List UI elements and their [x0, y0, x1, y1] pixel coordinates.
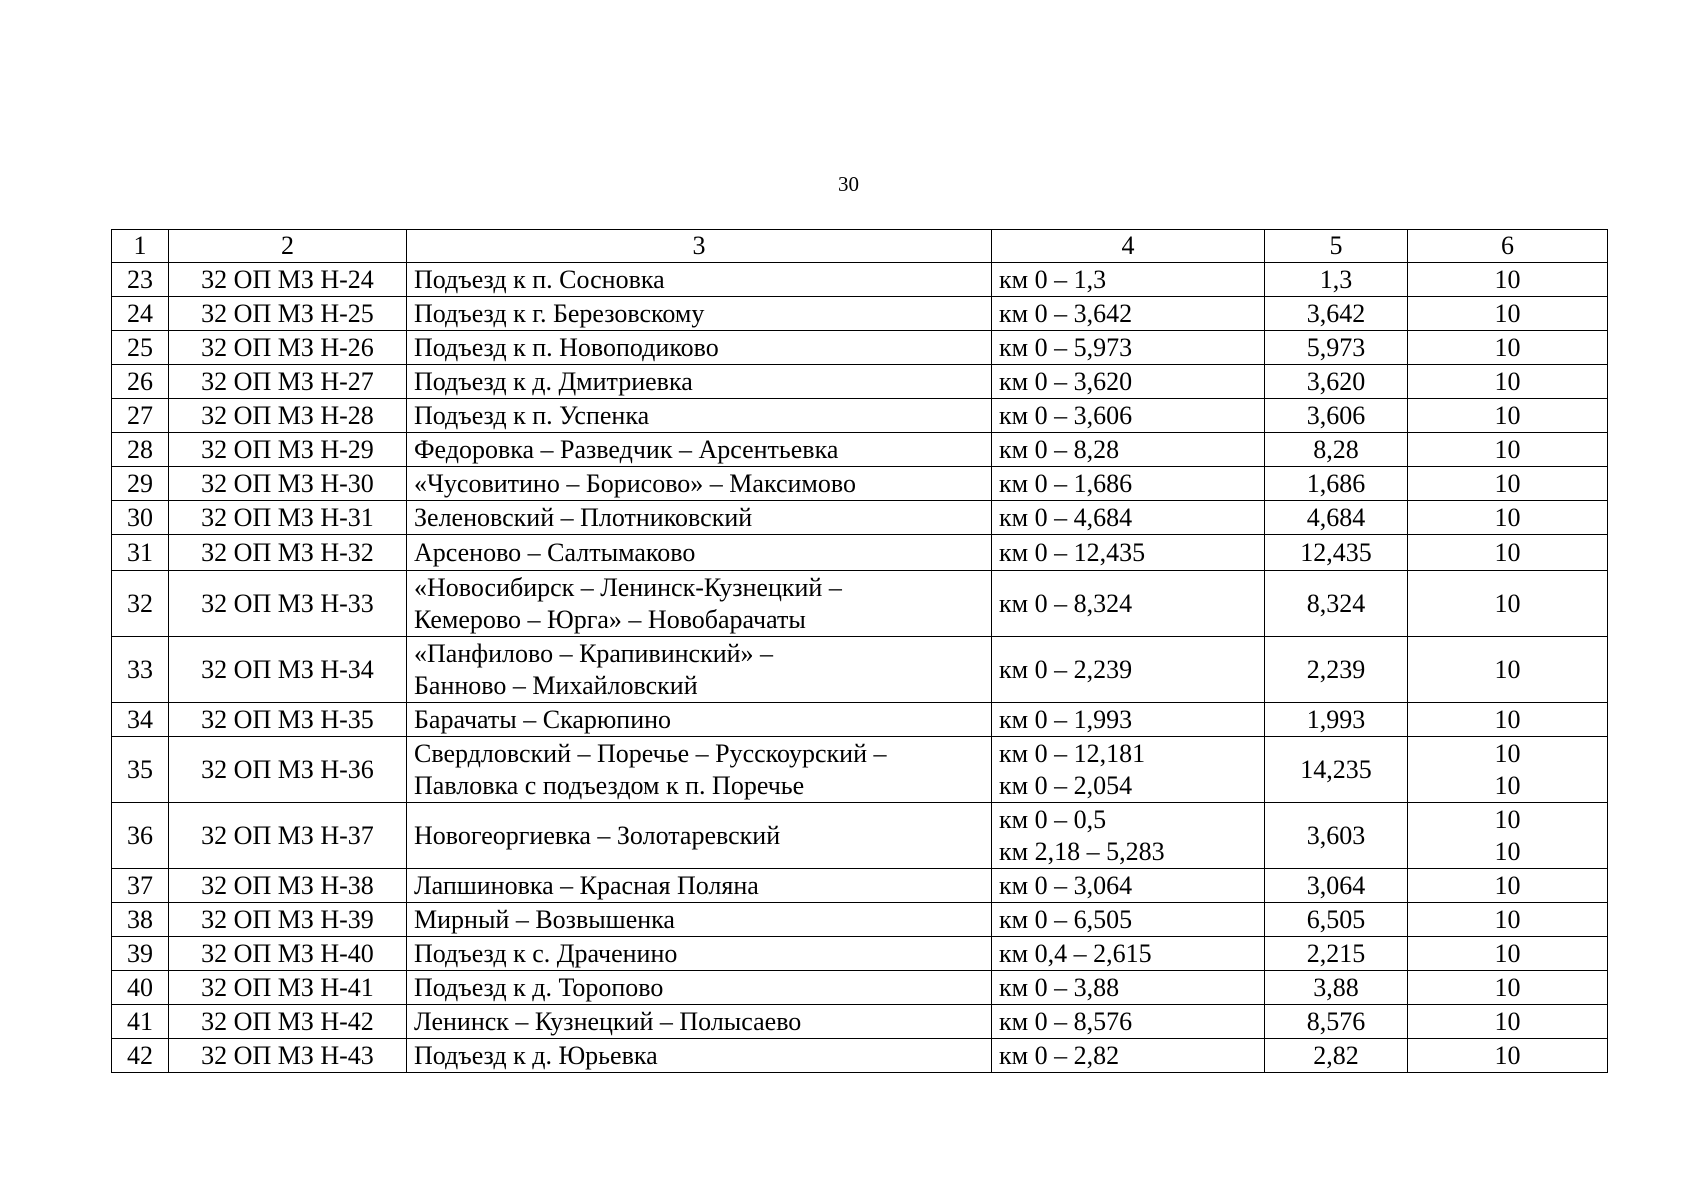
road-name — [407, 365, 992, 399]
km-range-line: км 0 – 5,973 — [999, 332, 1133, 362]
road-code: 32 ОП МЗ Н-25 — [169, 297, 407, 331]
road-name — [407, 637, 992, 703]
road-category-line: 10 — [1494, 704, 1521, 734]
road-name — [407, 903, 992, 937]
road-name — [407, 535, 992, 571]
row-number: 41 — [112, 1005, 169, 1039]
road-name-line: Мирный – Возвышенка — [414, 904, 675, 934]
row-number: 42 — [112, 1039, 169, 1073]
road-length: 3,642 — [1265, 297, 1408, 331]
table-row — [112, 937, 1608, 971]
page-number: 30 — [838, 172, 859, 196]
road-length: 5,973 — [1265, 331, 1408, 365]
road-category — [1408, 903, 1608, 937]
row-number: 39 — [112, 937, 169, 971]
row-number: 33 — [112, 637, 169, 703]
road-name — [407, 1005, 992, 1039]
road-category — [1408, 971, 1608, 1005]
road-code: 32 ОП МЗ Н-36 — [169, 737, 407, 803]
road-length: 3,620 — [1265, 365, 1408, 399]
road-length: 4,684 — [1265, 501, 1408, 535]
road-code: 32 ОП МЗ Н-33 — [169, 571, 407, 637]
road-name — [407, 869, 992, 903]
table-row — [112, 869, 1608, 903]
km-range-line: км 0 – 2,054 — [999, 770, 1133, 800]
roads-table — [111, 229, 1608, 1073]
road-category — [1408, 331, 1608, 365]
road-code: 32 ОП МЗ Н-41 — [169, 971, 407, 1005]
road-length: 3,603 — [1265, 803, 1408, 869]
road-name-line: Барачаты – Скарюпино — [414, 704, 672, 734]
road-code: 32 ОП МЗ Н-27 — [169, 365, 407, 399]
km-range — [992, 803, 1265, 869]
road-length: 2,82 — [1265, 1039, 1408, 1073]
header-col-4: 4 — [992, 230, 1265, 263]
road-name-line: Федоровка – Разведчик – Арсентьевка — [414, 434, 839, 464]
row-number: 27 — [112, 399, 169, 433]
table-row — [112, 331, 1608, 365]
road-name-line: «Чусовитино – Борисово» – Максимово — [414, 468, 856, 498]
km-range-line: км 0 – 12,435 — [999, 537, 1146, 567]
road-category — [1408, 937, 1608, 971]
road-code: 32 ОП МЗ Н-24 — [169, 263, 407, 297]
road-code: 32 ОП МЗ Н-38 — [169, 869, 407, 903]
road-category — [1408, 399, 1608, 433]
road-name-line: Свердловский – Поречье – Русскоурский – — [414, 738, 887, 768]
road-name-line: Подъезд к г. Березовскому — [414, 298, 705, 328]
road-category-line: 10 — [1494, 400, 1521, 430]
road-name — [407, 937, 992, 971]
road-category-line: 10 — [1494, 870, 1521, 900]
km-range-line: км 0 – 3,606 — [999, 400, 1133, 430]
road-length: 8,576 — [1265, 1005, 1408, 1039]
road-category-line: 10 — [1494, 770, 1521, 800]
table-row — [112, 571, 1608, 637]
road-name-line: «Новосибирск – Ленинск-Кузнецкий – — [414, 572, 842, 602]
table-row — [112, 535, 1608, 571]
km-range — [992, 263, 1265, 297]
roads-table-body — [112, 230, 1608, 1073]
km-range — [992, 1005, 1265, 1039]
road-name-line: Подъезд к д. Юрьевка — [414, 1040, 658, 1070]
road-category — [1408, 467, 1608, 501]
road-code: 32 ОП МЗ Н-42 — [169, 1005, 407, 1039]
road-length: 3,606 — [1265, 399, 1408, 433]
km-range-line: км 2,18 – 5,283 — [999, 836, 1165, 866]
road-code: 32 ОП МЗ Н-28 — [169, 399, 407, 433]
row-number: 40 — [112, 971, 169, 1005]
road-name — [407, 467, 992, 501]
table-row — [112, 803, 1608, 869]
road-category-line: 10 — [1494, 537, 1521, 567]
km-range — [992, 399, 1265, 433]
km-range-line: км 0 – 3,88 — [999, 972, 1120, 1002]
km-range-line: км 0 – 2,239 — [999, 654, 1133, 684]
road-length: 3,88 — [1265, 971, 1408, 1005]
road-category-line: 10 — [1494, 904, 1521, 934]
road-name-line: Подъезд к д. Дмитриевка — [414, 366, 693, 396]
road-name-line: Подъезд к п. Успенка — [414, 400, 650, 430]
road-category-line: 10 — [1494, 1040, 1521, 1070]
road-category — [1408, 637, 1608, 703]
road-category — [1408, 703, 1608, 737]
header-col-6: 6 — [1408, 230, 1608, 263]
table-row — [112, 903, 1608, 937]
road-code: 32 ОП МЗ Н-40 — [169, 937, 407, 971]
km-range-line: км 0 – 12,181 — [999, 738, 1146, 768]
road-category-line: 10 — [1494, 468, 1521, 498]
row-number: 38 — [112, 903, 169, 937]
km-range-line: км 0 – 3,620 — [999, 366, 1133, 396]
road-name — [407, 971, 992, 1005]
km-range-line: км 0 – 8,324 — [999, 588, 1133, 618]
road-length: 8,324 — [1265, 571, 1408, 637]
km-range — [992, 467, 1265, 501]
road-code: 32 ОП МЗ Н-35 — [169, 703, 407, 737]
road-name — [407, 1039, 992, 1073]
km-range-line: км 0 – 1,993 — [999, 704, 1133, 734]
road-name — [407, 433, 992, 467]
road-category — [1408, 803, 1608, 869]
km-range-line: км 0 – 3,064 — [999, 870, 1133, 900]
road-name-line: Павловка с подъездом к п. Поречье — [414, 770, 805, 800]
road-length: 1,686 — [1265, 467, 1408, 501]
road-category — [1408, 297, 1608, 331]
row-number: 24 — [112, 297, 169, 331]
road-category-line: 10 — [1494, 366, 1521, 396]
table-row — [112, 467, 1608, 501]
road-length: 3,064 — [1265, 869, 1408, 903]
road-category-line: 10 — [1494, 264, 1521, 294]
road-category — [1408, 263, 1608, 297]
road-category — [1408, 869, 1608, 903]
km-range — [992, 703, 1265, 737]
road-name-line: Банново – Михайловский — [414, 670, 698, 700]
road-name-line: Арсеново – Салтымаково — [414, 537, 696, 567]
km-range — [992, 365, 1265, 399]
road-length: 8,28 — [1265, 433, 1408, 467]
table-row — [112, 703, 1608, 737]
km-range — [992, 737, 1265, 803]
row-number: 28 — [112, 433, 169, 467]
row-number: 30 — [112, 501, 169, 535]
row-number: 25 — [112, 331, 169, 365]
road-name — [407, 297, 992, 331]
km-range — [992, 637, 1265, 703]
road-length: 1,3 — [1265, 263, 1408, 297]
km-range — [992, 937, 1265, 971]
table-row — [112, 399, 1608, 433]
row-number: 29 — [112, 467, 169, 501]
road-code: 32 ОП МЗ Н-37 — [169, 803, 407, 869]
road-category — [1408, 501, 1608, 535]
table-row — [112, 433, 1608, 467]
road-category-line: 10 — [1494, 502, 1521, 532]
km-range — [992, 297, 1265, 331]
km-range — [992, 433, 1265, 467]
road-name — [407, 737, 992, 803]
road-category-line: 10 — [1494, 588, 1521, 618]
road-code: 32 ОП МЗ Н-26 — [169, 331, 407, 365]
row-number: 26 — [112, 365, 169, 399]
road-category — [1408, 433, 1608, 467]
km-range — [992, 869, 1265, 903]
road-name-line: «Панфилово – Крапивинский» – — [414, 638, 774, 668]
road-name-line: Подъезд к п. Сосновка — [414, 264, 665, 294]
km-range-line: км 0 – 0,5 — [999, 804, 1107, 834]
road-name — [407, 331, 992, 365]
road-category — [1408, 535, 1608, 571]
road-name — [407, 501, 992, 535]
table-row — [112, 971, 1608, 1005]
km-range-line: км 0 – 6,505 — [999, 904, 1133, 934]
road-length: 2,215 — [1265, 937, 1408, 971]
km-range-line: км 0 – 1,686 — [999, 468, 1133, 498]
km-range-line: км 0 – 1,3 — [999, 264, 1107, 294]
road-name-line: Подъезд к п. Новоподиково — [414, 332, 719, 362]
road-length: 1,993 — [1265, 703, 1408, 737]
road-category-line: 10 — [1494, 738, 1521, 768]
road-code: 32 ОП МЗ Н-34 — [169, 637, 407, 703]
table-row — [112, 1039, 1608, 1073]
row-number: 36 — [112, 803, 169, 869]
road-code: 32 ОП МЗ Н-31 — [169, 501, 407, 535]
km-range-line: км 0,4 – 2,615 — [999, 938, 1152, 968]
header-row — [112, 230, 1608, 263]
road-category-line: 10 — [1494, 298, 1521, 328]
road-name-line: Подъезд к д. Торопово — [414, 972, 664, 1002]
road-category-line: 10 — [1494, 938, 1521, 968]
road-category — [1408, 365, 1608, 399]
table-row — [112, 263, 1608, 297]
road-name-line: Зеленовский – Плотниковский — [414, 502, 753, 532]
road-length: 14,235 — [1265, 737, 1408, 803]
km-range — [992, 535, 1265, 571]
table-row — [112, 637, 1608, 703]
row-number: 23 — [112, 263, 169, 297]
road-category — [1408, 1005, 1608, 1039]
km-range — [992, 971, 1265, 1005]
road-code: 32 ОП МЗ Н-39 — [169, 903, 407, 937]
header-col-5: 5 — [1265, 230, 1408, 263]
km-range — [992, 571, 1265, 637]
road-category-line: 10 — [1494, 332, 1521, 362]
road-name-line: Новогеоргиевка – Золотаревский — [414, 820, 781, 850]
road-category-line: 10 — [1494, 804, 1521, 834]
road-length: 2,239 — [1265, 637, 1408, 703]
road-category — [1408, 571, 1608, 637]
table-row — [112, 501, 1608, 535]
road-code: 32 ОП МЗ Н-30 — [169, 467, 407, 501]
road-category-line: 10 — [1494, 1006, 1521, 1036]
road-category-line: 10 — [1494, 836, 1521, 866]
km-range — [992, 903, 1265, 937]
km-range-line: км 0 – 2,82 — [999, 1040, 1120, 1070]
header-col-2: 2 — [169, 230, 407, 263]
km-range — [992, 331, 1265, 365]
row-number: 37 — [112, 869, 169, 903]
km-range — [992, 501, 1265, 535]
row-number: 31 — [112, 535, 169, 571]
row-number: 35 — [112, 737, 169, 803]
header-col-3: 3 — [407, 230, 992, 263]
road-category — [1408, 737, 1608, 803]
km-range-line: км 0 – 4,684 — [999, 502, 1133, 532]
road-code: 32 ОП МЗ Н-32 — [169, 535, 407, 571]
road-name — [407, 803, 992, 869]
table-row — [112, 297, 1608, 331]
road-name-line: Подъезд к с. Драченино — [414, 938, 678, 968]
road-name — [407, 571, 992, 637]
road-category-line: 10 — [1494, 972, 1521, 1002]
road-category-line: 10 — [1494, 654, 1521, 684]
table-row — [112, 365, 1608, 399]
road-name-line: Лапшиновка – Красная Поляна — [414, 870, 759, 900]
road-name — [407, 399, 992, 433]
road-name-line: Ленинск – Кузнецкий – Полысаево — [414, 1006, 802, 1036]
row-number: 32 — [112, 571, 169, 637]
road-code: 32 ОП МЗ Н-43 — [169, 1039, 407, 1073]
road-code: 32 ОП МЗ Н-29 — [169, 433, 407, 467]
road-length: 12,435 — [1265, 535, 1408, 571]
road-name-line: Кемерово – Юрга» – Новобарачаты — [414, 604, 806, 634]
table-row — [112, 1005, 1608, 1039]
road-length: 6,505 — [1265, 903, 1408, 937]
km-range — [992, 1039, 1265, 1073]
km-range-line: км 0 – 3,642 — [999, 298, 1133, 328]
table-row — [112, 737, 1608, 803]
header-col-1: 1 — [112, 230, 169, 263]
road-category — [1408, 1039, 1608, 1073]
km-range-line: км 0 – 8,576 — [999, 1006, 1133, 1036]
road-name — [407, 703, 992, 737]
km-range-line: км 0 – 8,28 — [999, 434, 1120, 464]
row-number: 34 — [112, 703, 169, 737]
road-name — [407, 263, 992, 297]
road-category-line: 10 — [1494, 434, 1521, 464]
